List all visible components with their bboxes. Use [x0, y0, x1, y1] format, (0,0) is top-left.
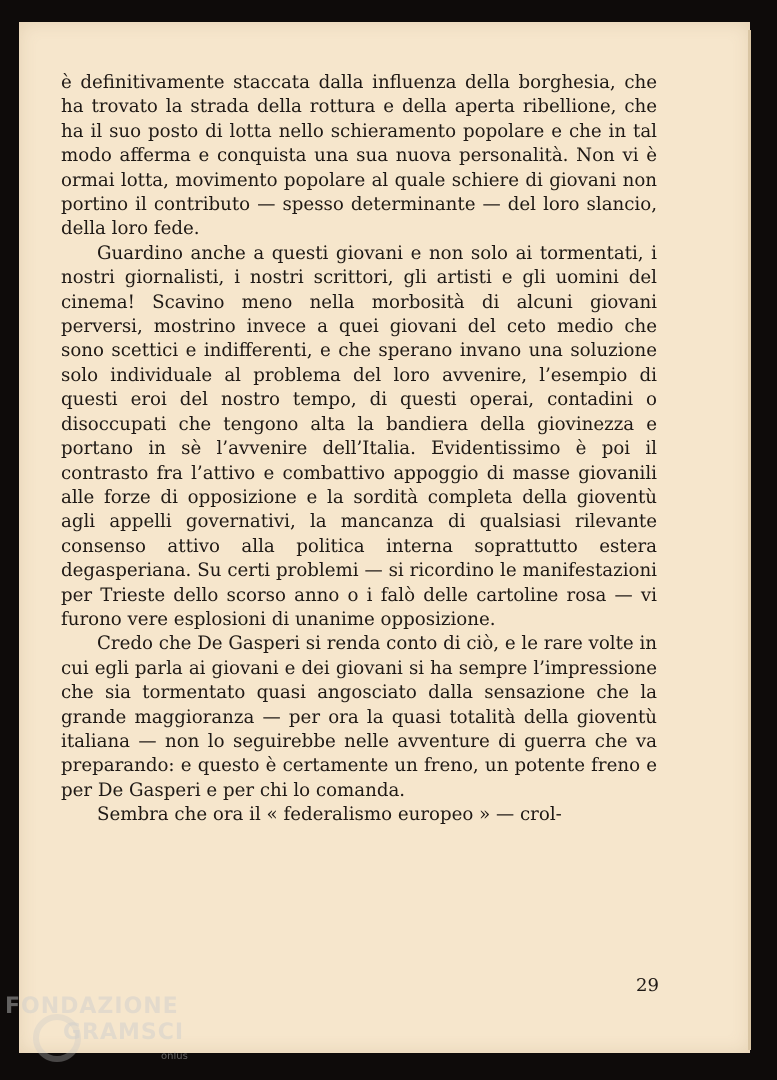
paragraph-3: Credo che De Gasperi si renda conto di ciò, e le rare volte in cui egli parla ai giovani e dei giovani si ha sempre l’impressione che sia tormentato quasi angosciato dalla sensazione che la grande maggioranza — per ora la quasi totalità della gioventù italiana — non lo seguirebbe nelle avventure di guerra che va preparando: e questo è certamente un freno, un potente freno e per De Gasperi e per chi lo comanda. [61, 633, 657, 801]
paragraph-2: Guardino anche a questi giovani e non solo ai tormentati, i nostri giornalisti, i nostri scrittori, gli artisti e gli uomini del cinema! Scavino meno nella morbosità di alcuni giovani perversi, mostrino invece a quei giovani del ceto medio che sono scettici e indifferenti, e che sperano invano una soluzione solo individuale al problema del loro avvenire, l’esempio di questi eroi del nostro tempo, di questi operai, contadini o disoccupati che tengono alta la bandiera della giovinezza e portano in sè l’avvenire dell’Italia. Evidentissimo è poi il contrasto fra l’attivo e combattivo appoggio di masse giovanili alle forze di opposizione e la sordità completa della gioventù agli appelli governativi, la mancanza di qualsiasi rilevante consenso attivo alla politica interna soprattutto estera degasperiana. Su certi problemi — si ricordino le manifestazioni per Trieste dello scorso anno o i falò delle cartoline rosa — vi furono vere esplosioni di unanime opposizione. [61, 242, 657, 630]
watermark-line2: GRAMSCI [63, 1020, 185, 1045]
text-body [61, 71, 657, 828]
paragraph-4: Sembra che ora il « federalismo europeo » — crol- [97, 804, 562, 826]
page-edge [748, 30, 751, 1050]
page-number: 29 [636, 975, 659, 996]
watermark-sub: onlus [161, 1051, 188, 1062]
watermark-line1: FONDAZIONE [5, 994, 179, 1019]
paragraph-1: è definitivamente staccata dalla influenza della borghesia, che ha trovato la strada della rottura e della aperta ribellione, che ha il suo posto di lotta nello schieramento popolare e che in tal modo afferma e conquista una sua nuova personalità. Non vi è ormai lotta, movimento popolare al quale schiere di giovani non portino il contributo — spesso determinante — del loro slancio, della loro fede. [61, 72, 657, 240]
